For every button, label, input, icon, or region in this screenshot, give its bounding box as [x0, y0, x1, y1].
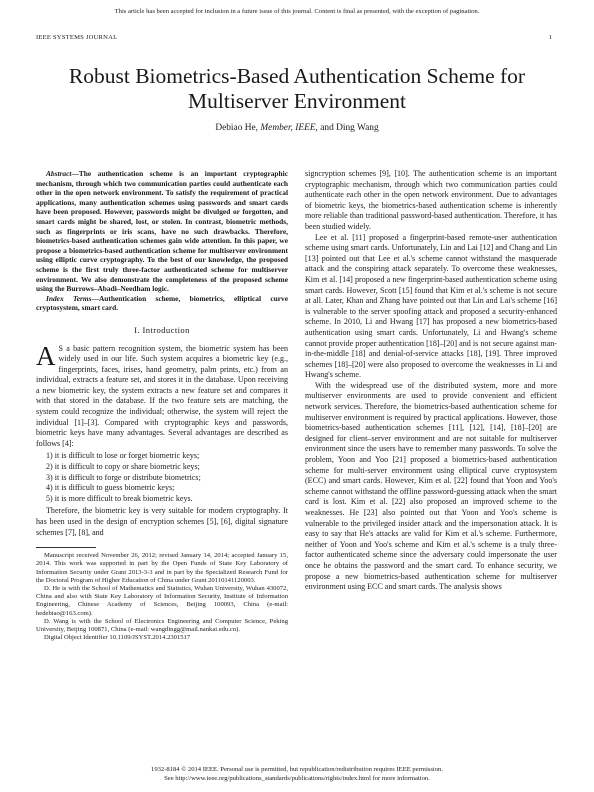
footnotes — [36, 552, 288, 642]
intro-paragraph-1 — [36, 340, 288, 450]
index-terms-text: —Authentication scheme, biometrics, elliptical curve cryptosystem, smart card. — [36, 293, 288, 313]
abstract-lead: Abstract — [46, 169, 72, 178]
list-item: 5) it is more difficult to break biometric keys. — [46, 493, 193, 503]
abstract — [36, 169, 288, 294]
list-item: 2) it is difficult to copy or share biometric keys; — [46, 462, 200, 472]
author-1: Debiao He, — [215, 123, 259, 133]
paper-title: Robust Biometrics-Based Authentication Scheme for Multiserver Environment — [68, 64, 526, 113]
left-column — [36, 169, 288, 642]
author-line — [40, 123, 554, 133]
list-item: 3) it is difficult to forge or distribute biometrics; — [46, 472, 201, 482]
footnote: Digital Object Identifier 10.1109/JSYST.2014.2301517 — [44, 634, 191, 642]
author-1-role: Member, IEEE, — [260, 123, 318, 133]
index-terms — [36, 294, 288, 313]
section-heading: I. Introduction — [134, 324, 190, 335]
copyright-footer — [0, 766, 594, 783]
footnote: Manuscript received November 26, 2012; revised January 14, 2014; accepted January 15, 2014. This work was supported in part by the Open Funds of State Key Laboratory of Information Security under Grant 2013-3-3 and in part by the Specialized Research Fund for the Doctoral Program of Higher Education of China under Grant 20110141120003. — [36, 552, 288, 584]
abstract-text: —The authentication scheme is an important cryptographic mechanism, through which two communication parties could authenticate each other in the open network environment. To satisfy the requirement of practical applications, many authentication schemes using passwords and smart cards have been proposed. However, passwords might be divulged or forgotten, and smart cards might be shared, lost, or stolen. In contrast, biometric methods, such as fingerprints or iris scans, have no such drawbacks. Therefore, biometrics-based authentication schemes gain wide attention. In this paper, we propose a biometrics-based authentication scheme for multiserver environment using elliptic curve cryptography. To the best of our knowledge, the proposed scheme is the first truly three-factor authenticated scheme for multiserver environment. We also demonstrate the completeness of the proposed scheme using the Burrows–Abadi–Needham logic. — [36, 169, 288, 294]
body-paragraph: signcryption schemes [9], [10]. The authentication scheme is an important cryptographic mechanism, through which two communication parties could authenticate each other in the open network environment. Due to advantages of biometric keys, the biometrics-based authentication scheme is inherently more reliable than traditional password-based authentication. Therefore, it has been studied widely. — [305, 169, 557, 231]
page-number: 1 — [548, 34, 552, 41]
right-column — [305, 169, 557, 593]
running-head: IEEE SYSTEMS JOURNAL — [36, 34, 118, 41]
list-item: 4) it is difficult to guess biometric keys; — [46, 483, 175, 493]
body-paragraph: Lee et al. [11] proposed a fingerprint-based remote-user authentication scheme using smart cards. Unfortunately, Lin and Lai [12] and Chang and Lin [13] pointed out that Lee et al.'s scheme cannot withstand the masquerade attack and the conspiring attack separately. To overcome these weaknesses, Kim et al. [14] proposed a new fingerprint-based authentication scheme using smart cards. However, Scott [15] found that Kim et al.'s scheme is not secure at all. Later, Khan and Zhang have pointed out that Lin and Lai's scheme [16] is vulnerable to the server spoofing attack and proposed a security-enhanced scheme. In 2010, Li and Hwang [17] has proposed a new biometrics-based authentication using smart cards. Unfortunately, Li and Hwang's scheme cannot provide proper authentication [18]–[20] and is not secure against man-in-the-middle [18] and denial-of-service attacks [18], [19]. Three improved schemes [18]–[20] were also proposed to overcome the weaknesses in Li and Hwang's scheme. — [305, 232, 557, 380]
advantages-list — [36, 451, 288, 504]
footnote-divider — [36, 547, 96, 548]
body-paragraph: With the widespread use of the distributed system, more and more multiserver environments are used to provide convenient and efficient network services. Therefore, the biometrics-based authentication scheme for multiserver environment is required by practical applications. However, those biometrics-based authentication schemes [11], [12], [14], [18]–[20] are designed for client–server environment and are not suitable for multiserver environment since the users have to remember many passwords. To solve the problem, Yoon and Yoo [21] proposed a biometrics-based authentication scheme for multi-server environment using elliptical curve cryptosystem (ECC) and smart cards. However, Kim et al. [22] found that Yoon and Yoo's scheme cannot withstand the offline password-guessing attack when the smart card is lost. Kim et al. [22] also proposed an improved scheme to the weaknesses. He [23] also pointed out that Yoon and Yoo's scheme is vulnerable to the privileged insider attack and the impersonation attack. It is easy to say that He's attacks are valid for Kim et al.'s scheme. Furthermore, neither of Yoon and Yoo's scheme and Kim et al.'s scheme is a truly three-factor authenticated scheme since the adversary could impersonate the user once he obtains the password and the smart card. To enhance security, we propose a new biometrics-based authentication scheme for multiserver environment using ECC and smart cards. The analysis shows — [305, 380, 557, 592]
footnote: D. He is with the School of Mathematics and Statistics, Wuhan University, Wuhan 430072, China and also with State Key Laboratory of Information Security, Institute of Information Engineering, Chinese Academy of Sciences, Beijing 100093, China (e-mail: hedebiao@163.com). — [36, 585, 288, 617]
list-item: 1) it is difficult to lose or forget biometric keys; — [46, 451, 200, 461]
rights-link-line: See http://www.ieee.org/publications_standards/publications/rights/index.html for more information. — [164, 774, 430, 782]
acceptance-notice: This article has been accepted for inclusion in a future issue of this journal. Content is final as presented, with the exception of pagination. — [114, 8, 480, 15]
index-terms-lead: Index Terms — [46, 293, 92, 303]
copyright-line: 1932-8184 © 2014 IEEE. Personal use is permitted, but republication/redistribution requires IEEE permission. — [151, 766, 443, 773]
drop-cap: A — [36, 340, 56, 371]
footnote: D. Wang is with the School of Electronics Engineering and Computer Science, Peking University, Beijing 100871, China (e-mail: wangdingg@mail.nankai.edu.cn). — [36, 617, 288, 634]
intro-paragraph-1-text: S a basic pattern recognition system, the biometric system has been widely used in our life. Such system acquires a biometric key (e.g., fingerprints, faces, irises, hand geometry, palm prints, etc.) from an individual, extracts a feature set, and stores it in the database. Upon receiving a new biometric key, the system extracts a new feature set and compares it with that stored in the database. If the two feature sets are matching, the system could recognize the individual; otherwise, the system will reject the individual [1]–[3]. Compared with cryptographic keys and passwords, biometric keys have many advantages. Several advantages are described as follows [4]: — [36, 343, 288, 448]
intro-paragraph-2: Therefore, the biometric key is very suitable for modern cryptography. It has been used in the design of encryption schemes [5], [6], digital signature schemes [7], [8], and — [36, 506, 288, 537]
author-2: and Ding Wang — [320, 123, 379, 133]
